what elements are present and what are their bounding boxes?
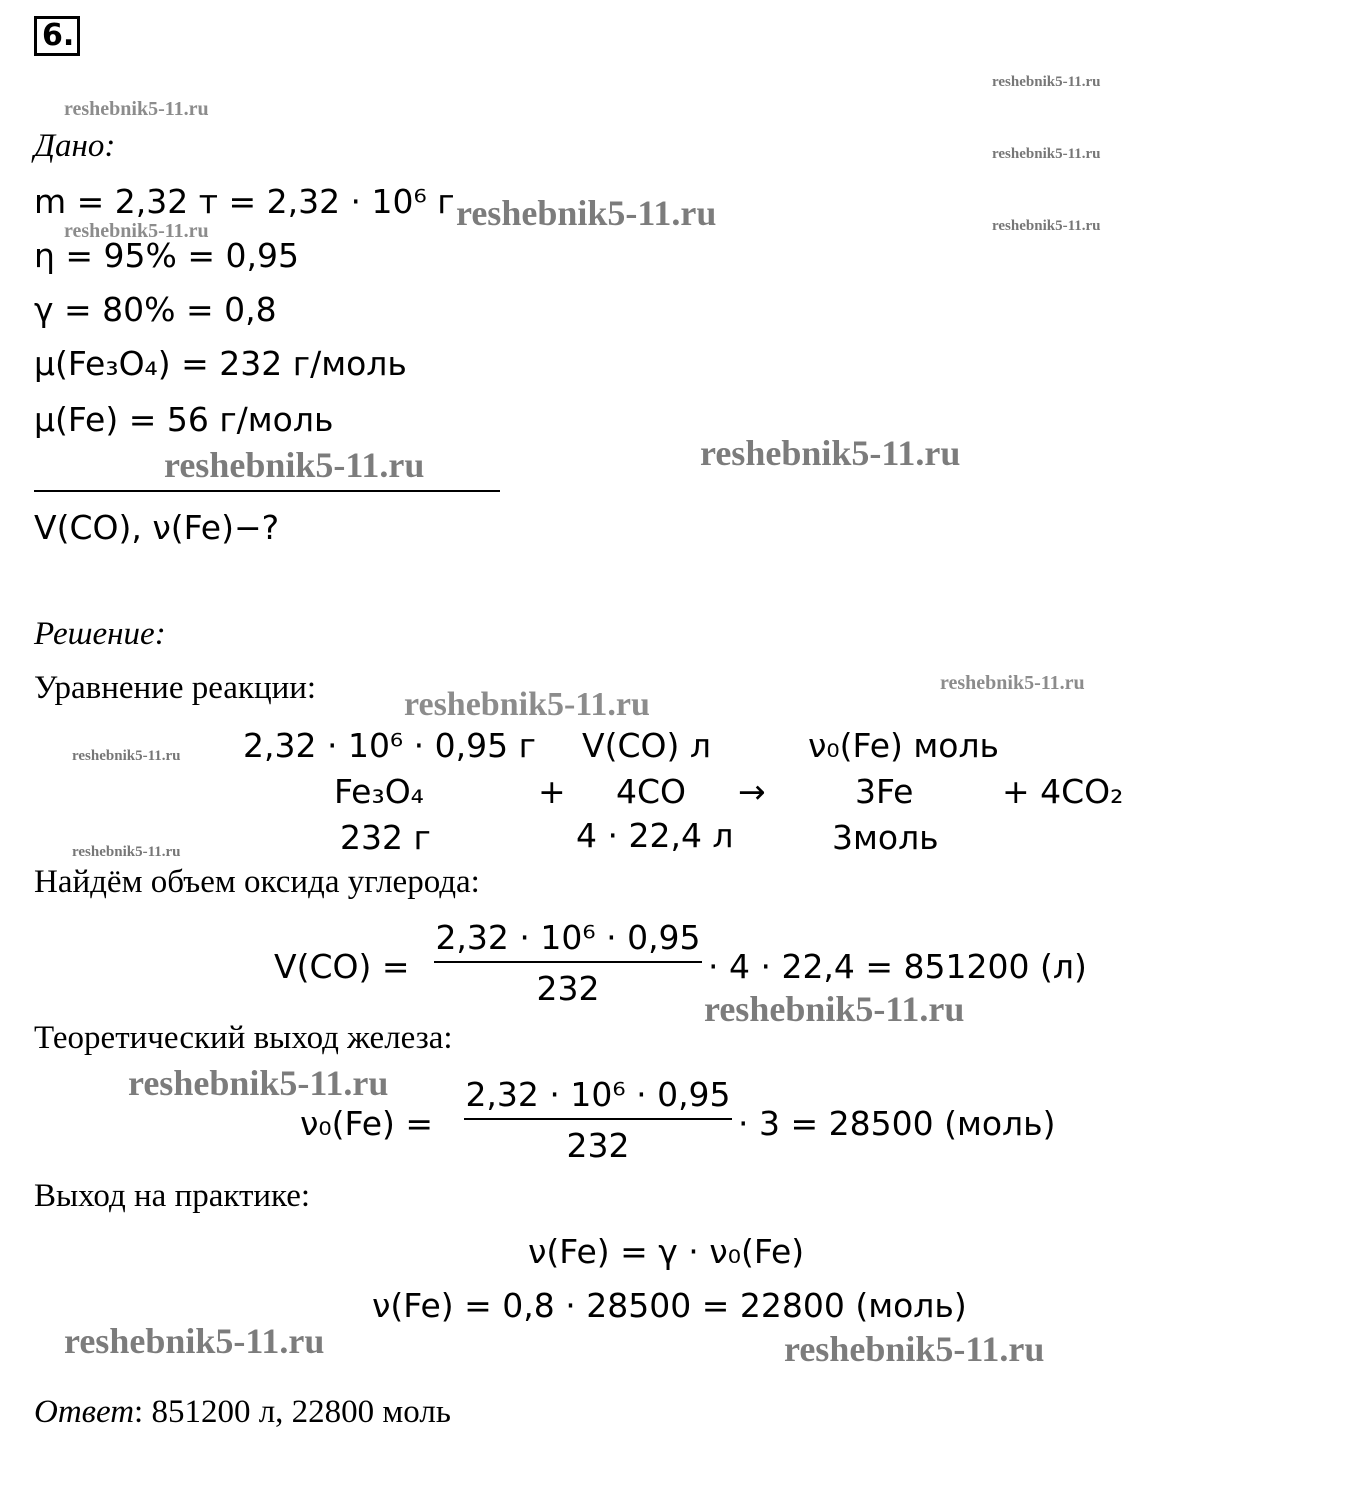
watermark: reshebnik5-11.ru xyxy=(64,1321,325,1361)
reaction-fe3o4: Fe₃O₄ xyxy=(334,772,424,811)
reaction-above-co: V(CO) л xyxy=(582,726,711,765)
watermark: reshebnik5-11.ru xyxy=(700,433,961,473)
theoretical-fraction xyxy=(464,1075,732,1165)
watermark: reshebnik5-11.ru xyxy=(456,193,717,233)
watermark: reshebnik5-11.ru xyxy=(404,686,650,723)
volume-rhs: · 4 · 22,4 = 851200 (л) xyxy=(708,947,1087,986)
theoretical-label: Теоретический выход железа: xyxy=(34,1020,453,1056)
volume-lhs: V(CO) = xyxy=(274,947,410,986)
watermark: reshebnik5-11.ru xyxy=(784,1329,1045,1369)
watermark: reshebnik5-11.ru xyxy=(992,74,1101,90)
find-quantities: V(CO), ν(Fe)−? xyxy=(34,508,280,547)
volume-fraction-bar xyxy=(434,961,702,963)
watermark: reshebnik5-11.ru xyxy=(992,218,1101,234)
theoretical-rhs: · 3 = 28500 (моль) xyxy=(738,1104,1056,1143)
answer-value: : 851200 л, 22800 моль xyxy=(134,1394,451,1430)
reaction-fe: 3Fe xyxy=(855,772,914,811)
solution-heading: Решение: xyxy=(34,616,166,652)
given-gamma: γ = 80% = 0,8 xyxy=(34,290,277,329)
volume-denominator: 232 xyxy=(536,969,600,1008)
reaction-above-fe: ν₀(Fe) моль xyxy=(808,726,1000,765)
watermark: reshebnik5-11.ru xyxy=(992,146,1101,162)
reaction-below-fe: 3моль xyxy=(832,818,939,857)
watermark: reshebnik5-11.ru xyxy=(164,445,425,485)
problem-number: 6. xyxy=(34,16,80,56)
reaction-arrow: → xyxy=(738,772,766,811)
given-heading: Дано: xyxy=(34,128,116,164)
practical-value: ν(Fe) = 0,8 · 28500 = 22800 (моль) xyxy=(372,1286,967,1325)
watermark: reshebnik5-11.ru xyxy=(72,748,181,764)
watermark: reshebnik5-11.ru xyxy=(940,672,1085,694)
practical-label: Выход на практике: xyxy=(34,1178,311,1214)
volume-fraction xyxy=(434,918,702,1008)
theoretical-numerator: 2,32 · 10⁶ · 0,95 xyxy=(465,1075,731,1114)
watermark: reshebnik5-11.ru xyxy=(64,98,209,120)
reaction-below-co: 4 · 22,4 л xyxy=(576,816,734,855)
theoretical-lhs: ν₀(Fe) = xyxy=(300,1104,434,1143)
given-mass: m = 2,32 т = 2,32 · 10⁶ г xyxy=(34,182,455,221)
answer-label: Ответ xyxy=(34,1394,135,1430)
reaction-below-fe3o4: 232 г xyxy=(340,818,431,857)
given-molar-mass-fe: μ(Fe) = 56 г/моль xyxy=(34,400,334,439)
volume-numerator: 2,32 · 10⁶ · 0,95 xyxy=(435,918,701,957)
watermark: reshebnik5-11.ru xyxy=(128,1063,389,1103)
reaction-co2: + 4CO₂ xyxy=(1002,772,1124,811)
reaction-label: Уравнение реакции: xyxy=(34,670,317,706)
watermark: reshebnik5-11.ru xyxy=(72,844,181,860)
practical-formula: ν(Fe) = γ · ν₀(Fe) xyxy=(528,1232,805,1271)
reaction-co: 4CO xyxy=(616,772,687,811)
watermark: reshebnik5-11.ru xyxy=(704,989,965,1029)
answer xyxy=(34,1394,451,1431)
reaction-above-fe3o4: 2,32 · 10⁶ · 0,95 г xyxy=(243,726,536,765)
find-volume-label: Найдём объем оксида углерода: xyxy=(34,864,480,900)
watermark: reshebnik5-11.ru xyxy=(64,220,209,242)
reaction-plus: + xyxy=(538,772,566,811)
theoretical-denominator: 232 xyxy=(566,1126,630,1165)
given-divider xyxy=(34,490,500,492)
given-eta: η = 95% = 0,95 xyxy=(34,236,299,275)
given-molar-mass-fe3o4: μ(Fe₃O₄) = 232 г/моль xyxy=(34,344,407,383)
theoretical-fraction-bar xyxy=(464,1118,732,1120)
